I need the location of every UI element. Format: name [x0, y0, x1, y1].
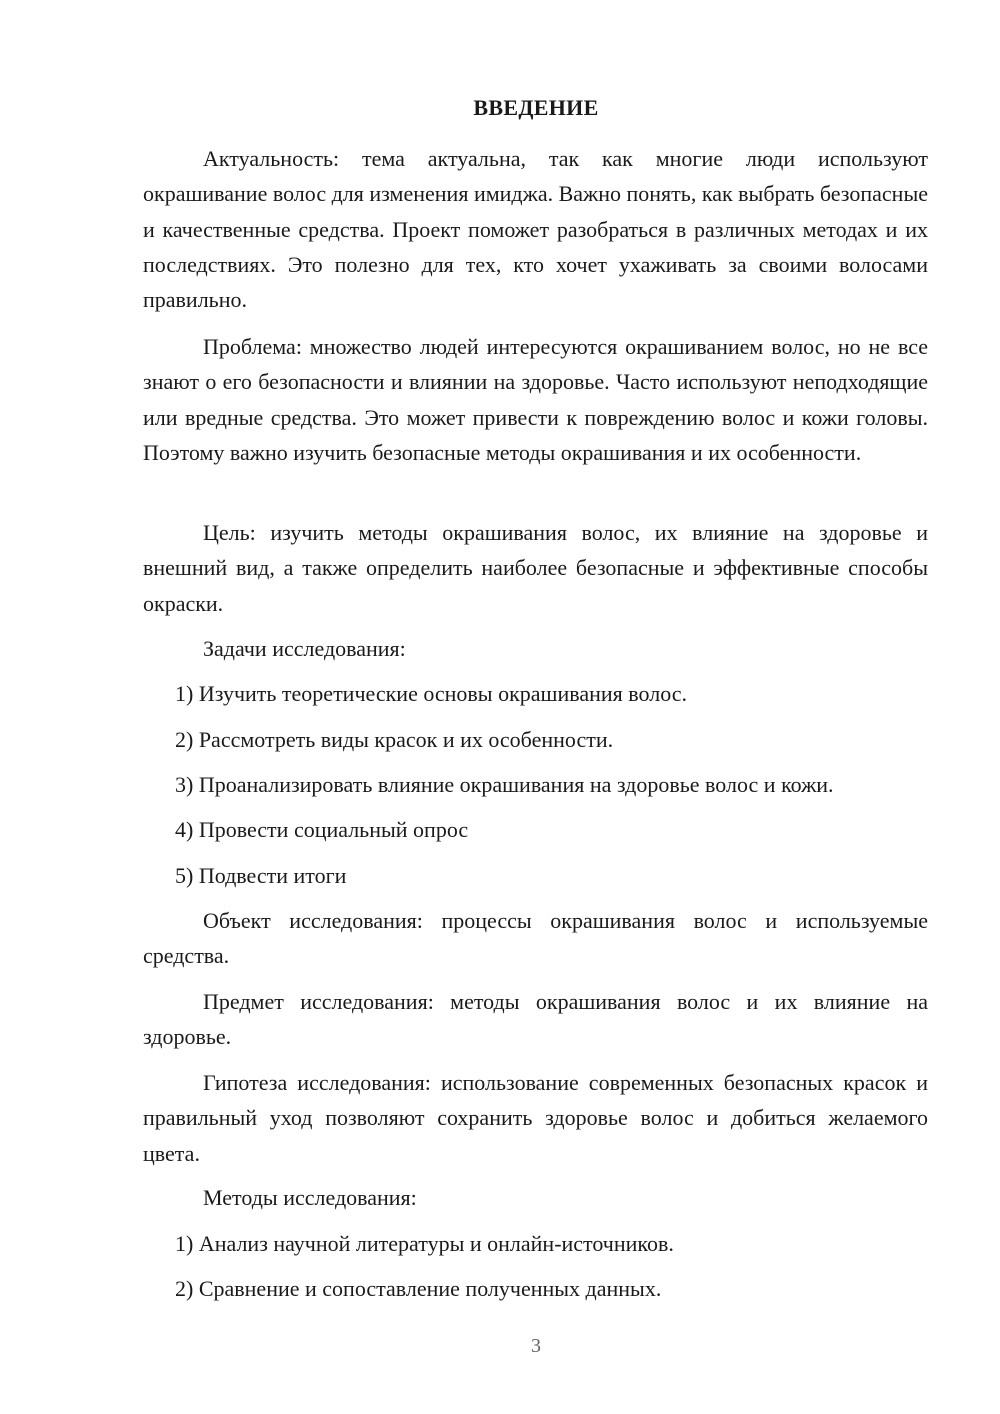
method-item: 2) Сравнение и сопоставление полученных данных.: [175, 1276, 662, 1301]
section-heading: ВВЕДЕНИЕ: [473, 95, 599, 120]
task-item: 5) Подвести итоги: [175, 863, 347, 888]
problem-paragraph: Проблема: множество людей интересуются окрашиванием волос, но не все знают о его безопасности и влиянии на здоровье. Часто используют неподходящие или вредные средства. Это может привести к повреждению волос и кожи головы. Поэтому важно изучить безопасные методы окрашивания и их особенности.: [143, 334, 928, 465]
goal-paragraph: Цель: изучить методы окрашивания волос, их влияние на здоровье и внешний вид, а также определить наиболее безопасные и эффективные способы окраски.: [143, 520, 928, 616]
task-item: 1) Изучить теоретические основы окрашивания волос.: [175, 681, 688, 706]
relevance-paragraph: Актуальность: тема актуальна, так как многие люди используют окрашивание волос для изменения имиджа. Важно понять, как выбрать безопасные и качественные средства. Проект поможет разобраться в различных методах и их последствиях. Это полезно для тех, кто хочет ухаживать за своими волосами правильно.: [143, 146, 928, 313]
task-item: 3) Проанализировать влияние окрашивания на здоровье волос и кожи.: [175, 772, 834, 797]
task-item: 4) Провести социальный опрос: [175, 817, 469, 842]
subject-paragraph: Предмет исследования: методы окрашивания волос и их влияние на здоровье.: [143, 989, 928, 1050]
hypothesis-paragraph: Гипотеза исследования: использование современных безопасных красок и правильный уход позволяют сохранить здоровье волос и добиться желаемого цвета.: [143, 1070, 928, 1166]
methods-label: Методы исследования:: [203, 1185, 417, 1210]
tasks-label: Задачи исследования:: [203, 636, 406, 661]
page-number: 3: [531, 1335, 541, 1357]
task-item: 2) Рассмотреть виды красок и их особенности.: [175, 727, 614, 752]
object-paragraph: Объект исследования: процессы окрашивания волос и используемые средства.: [143, 908, 928, 969]
method-item: 1) Анализ научной литературы и онлайн-источников.: [175, 1231, 674, 1256]
